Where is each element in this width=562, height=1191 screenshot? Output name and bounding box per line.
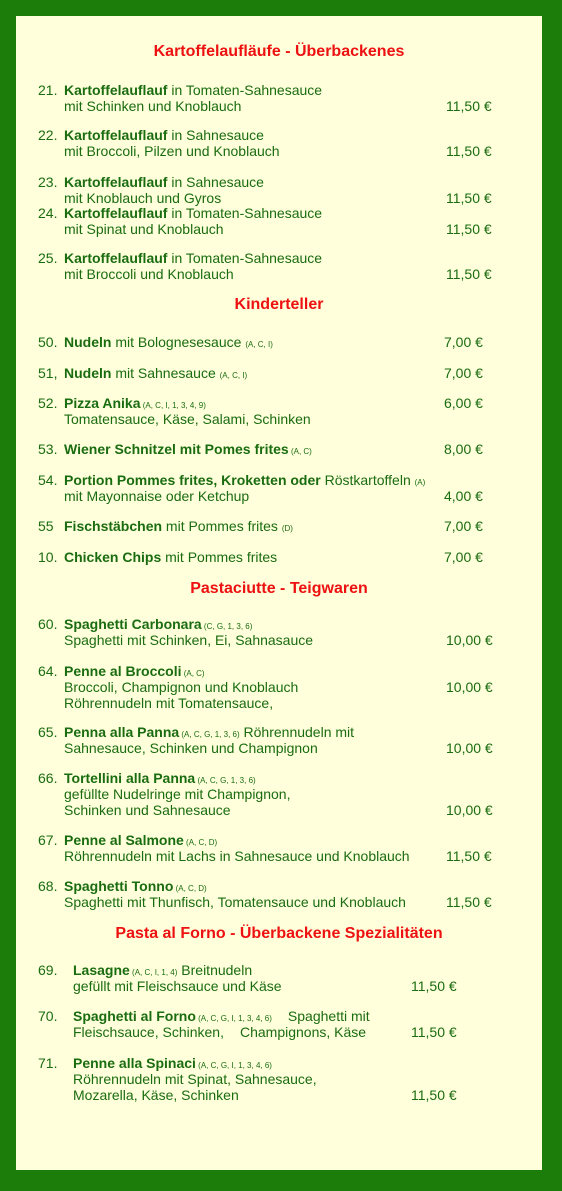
item-name: Kartoffelauflauf	[64, 174, 168, 190]
item-name: Kartoffelauflauf	[64, 250, 168, 266]
item-allergens: (A)	[414, 478, 426, 487]
item-allergens: (A, C, D)	[183, 838, 218, 847]
item-description: Spaghetti mit Thunfisch, Tomatensauce und Knoblauch	[64, 894, 406, 910]
item-description: Röhrennudeln mit	[239, 724, 355, 740]
item-description: gefüllt mit Fleischsauce und Käse	[73, 978, 282, 994]
item-description: Röhrennudeln mit Spinat, Sahnesauce,	[73, 1071, 317, 1087]
menu-item-67	[38, 832, 508, 864]
item-name: Penne al Broccoli	[64, 663, 182, 679]
item-allergens: (A, C)	[288, 447, 312, 456]
menu-item-55	[38, 518, 508, 534]
menu-item-70	[38, 1008, 508, 1040]
menu-item-50	[38, 334, 508, 350]
item-price: 11,50 €	[446, 98, 492, 114]
item-price: 7,00 €	[444, 365, 483, 381]
item-description: Sahnesauce, Schinken und Champignon	[64, 740, 318, 756]
item-price: 11,50 €	[446, 143, 492, 159]
item-description: in Tomaten-Sahnesauce	[167, 250, 323, 266]
item-name: Kartoffelauflauf	[64, 127, 168, 143]
item-name: Spaghetti Carbonara	[64, 616, 202, 632]
item-number: 25.	[38, 250, 58, 266]
item-number: 53.	[38, 441, 58, 457]
item-description: mit Schinken und Knoblauch	[64, 98, 242, 114]
item-price: 11,50 €	[446, 894, 492, 910]
item-allergens: (A, C, D)	[173, 884, 207, 893]
item-price: 11,50 €	[446, 266, 492, 282]
item-description: mit Pommes frites	[161, 549, 278, 565]
item-name: Penne alla Spinaci	[73, 1055, 196, 1071]
item-allergens: (A, C, G, 1, 3, 6)	[179, 730, 240, 739]
menu-item-60	[38, 616, 508, 648]
menu-item-69	[38, 962, 508, 994]
item-price: 11,50 €	[411, 1087, 457, 1103]
item-number: 65.	[38, 724, 58, 740]
item-name: Chicken Chips	[64, 549, 162, 565]
menu-item-22	[38, 127, 508, 159]
menu-page	[16, 16, 542, 1170]
menu-item-24	[38, 205, 508, 237]
menu-item-68	[38, 878, 508, 910]
item-price: 8,00 €	[444, 441, 483, 457]
item-number: 66.	[38, 770, 58, 786]
item-price: 4,00 €	[444, 488, 483, 504]
item-allergens: (A, C, G, 1, 3, 6)	[195, 776, 256, 785]
item-name: Fischstäbchen	[64, 518, 163, 534]
item-description: gefüllte Nudelringe mit Champignon,	[64, 786, 291, 802]
item-allergens: (A, C, I, 1, 3, 4, 9)	[140, 401, 206, 410]
item-description: Mozarella, Käse, Schinken	[73, 1087, 239, 1103]
item-price: 11,50 €	[446, 190, 492, 206]
item-number: 22.	[38, 127, 58, 143]
item-description: Breitnudeln	[177, 962, 253, 978]
item-number: 67.	[38, 832, 58, 848]
item-description: Röhrennudeln mit Tomatensauce,	[64, 695, 274, 711]
item-description: mit Broccoli, Pilzen und Knoblauch	[64, 143, 280, 159]
item-price: 7,00 €	[444, 334, 483, 350]
item-name: Nudeln	[64, 334, 112, 350]
item-number: 21.	[38, 82, 58, 98]
item-name: Penne al Salmone	[64, 832, 184, 848]
item-allergens: (A, C, I)	[219, 371, 248, 380]
item-name: Spaghetti al Forno	[73, 1008, 196, 1024]
item-number: 24.	[38, 205, 58, 221]
item-description: mit Pommes frites	[162, 518, 282, 534]
item-name: Penna alla Panna	[64, 724, 180, 740]
item-allergens: (A, C, G, I, 1, 3, 4, 6)	[195, 1014, 272, 1023]
menu-item-54	[38, 472, 508, 504]
item-description: mit Knoblauch und Gyros	[64, 190, 222, 206]
item-number: 50.	[38, 334, 58, 350]
item-number: 64.	[38, 663, 58, 679]
item-description: mit Broccoli und Knoblauch	[64, 266, 234, 282]
item-price: 11,50 €	[411, 978, 457, 994]
item-description: in Tomaten-Sahnesauce	[167, 82, 323, 98]
item-name: Pizza Anika	[64, 395, 141, 411]
item-number: 70.	[38, 1008, 58, 1024]
item-description: Broccoli, Champignon und Knoblauch	[64, 679, 299, 695]
menu-item-51	[38, 365, 508, 381]
item-price: 10,00 €	[446, 632, 493, 648]
item-allergens: (A, C, I, 1, 4)	[129, 968, 178, 977]
item-description: mit Spinat und Knoblauch	[64, 221, 224, 237]
item-price: 7,00 €	[444, 549, 483, 565]
item-description: in Sahnesauce	[167, 127, 264, 143]
menu-item-10	[38, 549, 508, 565]
item-description: Röhrennudeln mit Lachs in Sahnesauce und Knoblauch	[64, 848, 410, 864]
menu-item-21	[38, 82, 508, 114]
item-description: mit Mayonnaise oder Ketchup	[64, 488, 250, 504]
item-number: 23.	[38, 174, 58, 190]
menu-item-64	[38, 663, 508, 711]
menu-item-23	[38, 174, 508, 206]
section-title-kinderteller: Kinderteller	[234, 296, 324, 313]
menu-item-53	[38, 441, 508, 457]
item-name: Nudeln	[64, 365, 112, 381]
item-description: Spaghetti mit	[287, 1008, 370, 1024]
item-number: 60.	[38, 616, 58, 632]
item-description: Röstkartoffeln	[320, 472, 415, 488]
item-number: 55	[38, 518, 54, 534]
item-price: 11,50 €	[446, 221, 492, 237]
item-name: Kartoffelauflauf	[64, 205, 168, 221]
item-allergens: (A, C)	[181, 669, 205, 678]
item-number: 52.	[38, 395, 58, 411]
section-title-pasta-al-forno: Pasta al Forno - Überbackene Spezialitäten	[115, 925, 443, 942]
item-number: 68.	[38, 878, 58, 894]
item-price: 10,00 €	[446, 679, 493, 695]
item-description: mit Sahnesauce	[111, 365, 220, 381]
item-allergens: (C, G, 1, 3, 6)	[201, 622, 253, 631]
section-title-pastaciutte: Pastaciutte - Teigwaren	[190, 580, 368, 597]
item-name: Spaghetti Tonno	[64, 878, 174, 894]
item-name: Wiener Schnitzel mit Pomes frites	[64, 441, 289, 457]
item-name: Tortellini alla Panna	[64, 770, 196, 786]
menu-item-71	[38, 1055, 508, 1103]
item-price: 10,00 €	[446, 802, 493, 818]
item-number: 69.	[38, 962, 58, 978]
item-number: 51,	[38, 365, 58, 381]
item-name: Lasagne	[73, 962, 130, 978]
item-price: 10,00 €	[446, 740, 493, 756]
item-name: Kartoffelauflauf	[64, 82, 168, 98]
item-description: in Tomaten-Sahnesauce	[167, 205, 323, 221]
item-price: 11,50 €	[446, 848, 492, 864]
item-description: Schinken und Sahnesauce	[64, 802, 231, 818]
item-description: in Sahnesauce	[167, 174, 264, 190]
menu-item-52	[38, 395, 508, 427]
menu-item-66	[38, 770, 508, 818]
item-price: 7,00 €	[444, 518, 483, 534]
item-number: 54.	[38, 472, 58, 488]
item-price: 11,50 €	[411, 1024, 457, 1040]
item-price: 6,00 €	[444, 395, 483, 411]
item-name: Portion Pommes frites, Kroketten oder	[64, 472, 321, 488]
item-description: Champignons, Käse	[239, 1024, 367, 1040]
menu-item-25	[38, 250, 508, 282]
item-number: 71.	[38, 1055, 58, 1071]
item-number: 10.	[38, 549, 58, 565]
item-description: Spaghetti mit Schinken, Ei, Sahnasauce	[64, 632, 314, 648]
item-allergens: (A, C, I)	[245, 340, 273, 349]
item-description: mit Bolognesesauce	[111, 334, 246, 350]
item-description: Tomatensauce, Käse, Salami, Schinken	[64, 411, 311, 427]
section-title-kartoffelauflaeufe: Kartoffelaufläufe - Überbackenes	[153, 43, 405, 60]
menu-item-65	[38, 724, 508, 756]
item-allergens: (D)	[281, 524, 293, 533]
item-description: Fleischsauce, Schinken,	[73, 1024, 224, 1040]
item-allergens: (A, C, G, I, 1, 3, 4, 6)	[195, 1061, 272, 1070]
